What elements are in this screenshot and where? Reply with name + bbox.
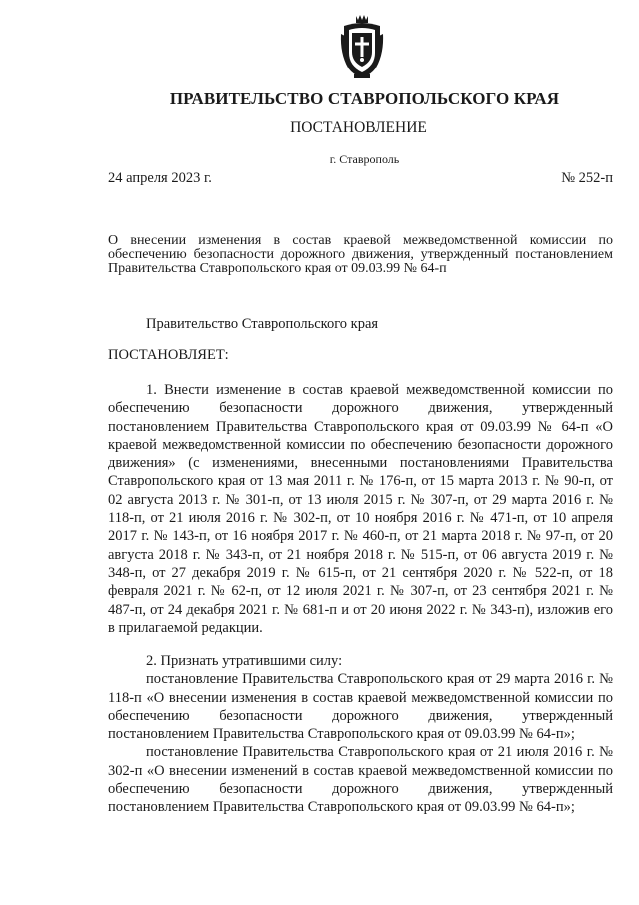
clause-2 [108,652,613,817]
clause-2-title: 2. Признать утратившими силу: [146,653,343,669]
clause-2-repealed-act-1: постановление Правительства Ставропольского края от 29 марта 2016 г. № 118-п «О внесении изменения в состав краевой межведомственной комиссии по обеспечению безопасности дорожного движения, утвержденный постановлением Правительства Ставропольского края от 09.03.99 № 64-п»; [108,671,613,743]
document-number: № 252-п [561,170,613,186]
document-subject: О внесении изменения в состав краевой межведомственной комиссии по обеспечению безопасности дорожного движения, утвержденный постановлением Правительства Ставропольского края от 09.03.99 № 64-п [108,233,613,276]
organization-title: ПРАВИТЕЛЬСТВО СТАВРОПОЛЬСКОГО КРАЯ [169,89,560,108]
clause-2-repealed-act-2: постановление Правительства Ставропольского края от 21 июля 2016 г. № 302-п «О внесении изменений в состав краевой межведомственной комиссии по обеспечению безопасности дорожного движения, утвержденный постановлением Правительства Ставропольского края от 09.03.99 № 64-п»; [108,744,613,816]
decree-keyword: ПОСТАНОВЛЯЕТ: [108,347,229,363]
clause-1 [108,381,613,637]
document-type: ПОСТАНОВЛЕНИЕ [290,119,427,136]
city-name: г. Ставрополь [329,152,400,166]
document-date: 24 апреля 2023 г. [108,170,212,186]
clause-1-text: 1. Внести изменение в состав краевой межведомственной комиссии по обеспечению безопасности дорожного движения, утвержденный постановлением Правительства Ставропольского края от 09.03.99 № 64-п «О краевой межведомственной комиссии по обеспечению безопасности дорожного движения» (с изменениями, внесенными постановлениями Правительства Ставропольского края от 13 мая 2011 г. № 176-п, от 15 марта 2013 г. № 90-п, от 02 августа 2013 г. № 301-п, от 13 июля 2015 г. № 307-п, от 29 марта 2016 г. № 118-п, от 21 июля 2016 г. № 302-п, от 10 ноября 2016 г. № 471-п, от 10 апреля 2017 г. № 143-п, от 16 ноября 2017 г. № 460-п, от 21 марта 2018 г. № 97-п, от 20 августа 2018 г. № 343-п, от 21 ноября 2018 г. № 515-п, от 06 августа 2019 г. № 348-п, от 27 декабря 2019 г. № 615-п, от 21 сентября 2020 г. № 522-п, от 18 февраля 2021 г. № 62-п, от 12 июля 2021 г. № 307-п, от 23 сентября 2021 г. № 487-п, от 24 декабря 2021 г. № 681-п и от 20 июня 2022 г. № 343-п), изложив его в прилагаемой редакции. [108,382,613,636]
issuing-authority: Правительство Ставропольского края [146,316,379,332]
coat-of-arms-emblem [340,14,384,80]
